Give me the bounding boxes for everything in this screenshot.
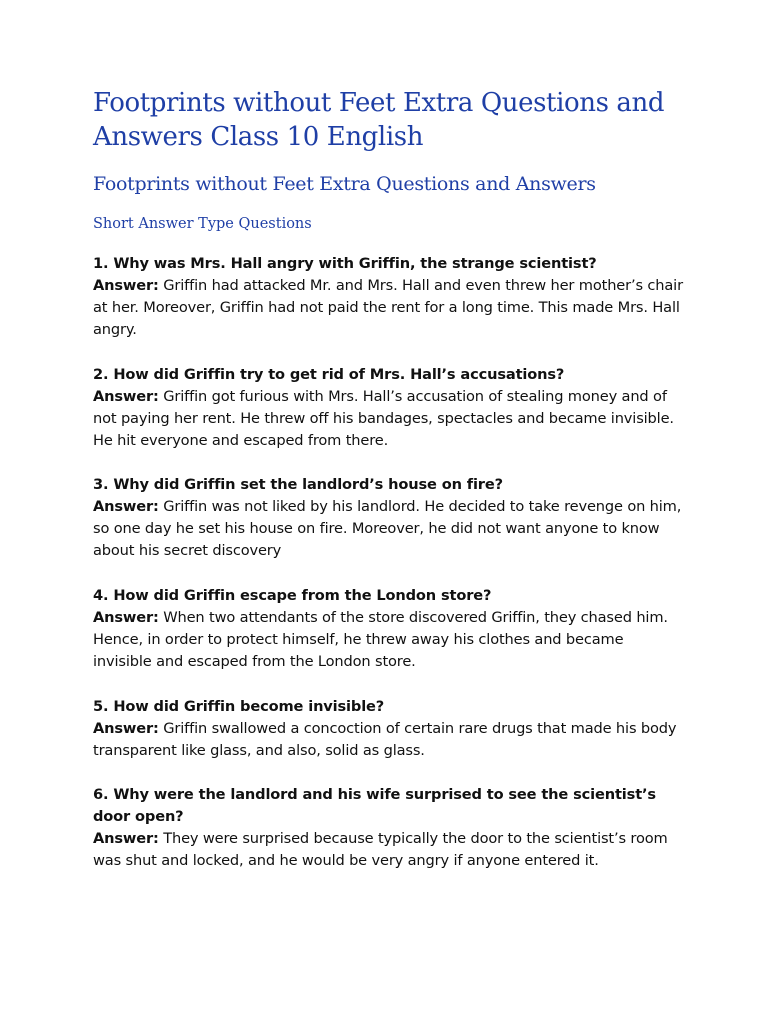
answer-5	[93, 718, 683, 762]
qa-item-4	[93, 585, 683, 673]
page-subtitle: Footprints without Feet Extra Questions and Answers	[93, 173, 596, 195]
answer-label: Answer:	[93, 277, 159, 294]
answer-3	[93, 496, 683, 562]
page-title: Footprints without Feet Extra Questions and Answers Class 10 English	[93, 88, 665, 152]
question-4: 4. How did Griffin escape from the London store?	[93, 587, 492, 604]
qa-item-2	[93, 364, 683, 452]
answer-label: Answer:	[93, 830, 159, 847]
answer-text: Griffin swallowed a concoction of certain rare drugs that made his body transparent like glass, and also, solid as glass.	[93, 720, 677, 759]
qa-item-1	[93, 253, 683, 341]
answer-label: Answer:	[93, 388, 159, 405]
answer-text: Griffin had attacked Mr. and Mrs. Hall and even threw her mother’s chair at her. Moreover, Griffin had not paid the rent for a long time. This made Mrs. Hall angry.	[93, 277, 683, 338]
question-5: 5. How did Griffin become invisible?	[93, 698, 385, 715]
answer-4	[93, 607, 683, 673]
question-3: 3. Why did Griffin set the landlord’s house on fire?	[93, 476, 503, 493]
question-1: 1. Why was Mrs. Hall angry with Griffin, the strange scientist?	[93, 255, 597, 272]
answer-label: Answer:	[93, 720, 159, 737]
answer-2	[93, 386, 683, 452]
answer-label: Answer:	[93, 609, 159, 626]
section-heading: Short Answer Type Questions	[93, 216, 312, 232]
answer-label: Answer:	[93, 498, 159, 515]
answer-text: When two attendants of the store discovered Griffin, they chased him. Hence, in order to protect himself, he threw away his clothes and became invisible and escaped from the London store.	[93, 609, 668, 670]
qa-item-5	[93, 696, 683, 762]
question-6: 6. Why were the landlord and his wife surprised to see the scientist’s door open?	[93, 786, 656, 825]
answer-text: Griffin was not liked by his landlord. He decided to take revenge on him, so one day he set his house on fire. Moreover, he did not want anyone to know about his secret discovery	[93, 498, 682, 559]
answer-text: They were surprised because typically the door to the scientist’s room was shut and locked, and he would be very angry if anyone entered it.	[93, 830, 668, 869]
answer-6	[93, 828, 683, 872]
qa-item-6	[93, 784, 683, 872]
answer-text: Griffin got furious with Mrs. Hall’s accusation of stealing money and of not paying her rent. He threw off his bandages, spectacles and became invisible. He hit everyone and escaped from there.	[93, 388, 674, 449]
answer-1	[93, 275, 683, 341]
qa-item-3	[93, 474, 683, 562]
question-2: 2. How did Griffin try to get rid of Mrs. Hall’s accusations?	[93, 366, 565, 383]
